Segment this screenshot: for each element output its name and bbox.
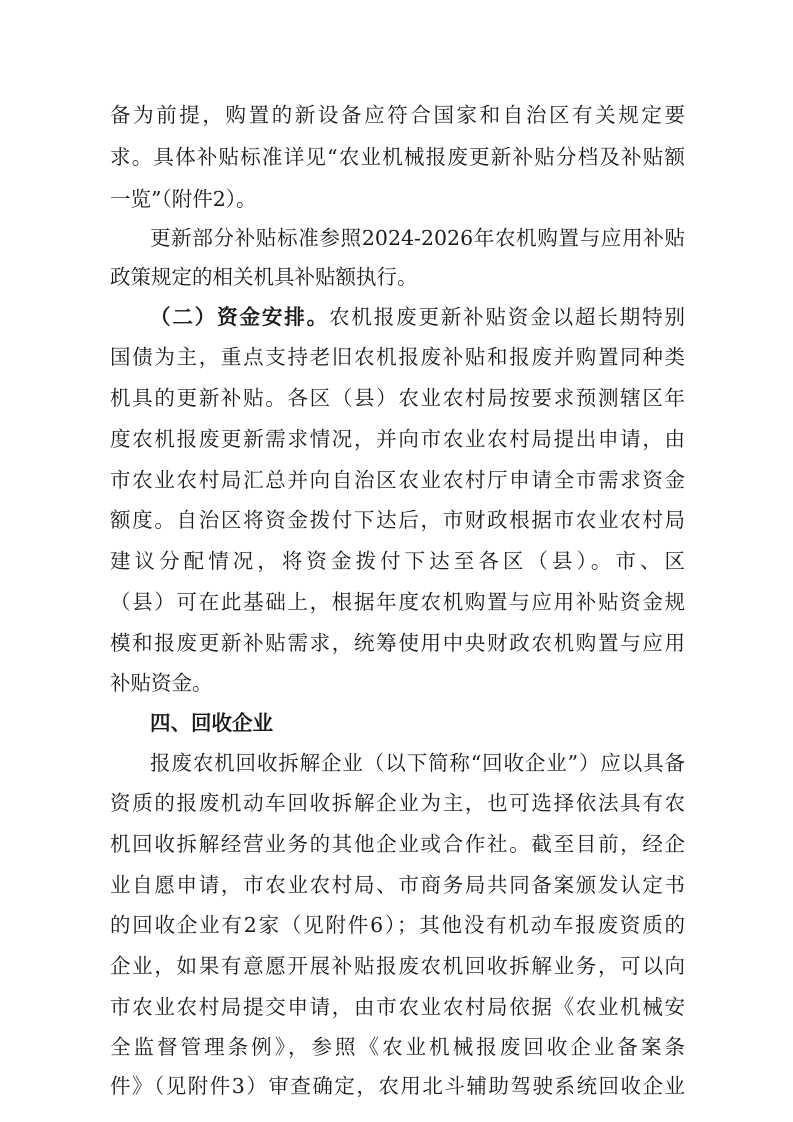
text-line: 模和报废更新补贴需求，统筹使用中央财政农机购置与应用 [110,631,685,655]
section-lead: （二）资金安排。 [150,305,329,329]
text-line: 备为前提，购置的新设备应符合国家和自治区有关规定要 [110,103,685,127]
text-line: 机回收拆解经营业务的其他企业或合作社。截至目前，经企 [110,832,685,856]
text-line: 一览”（附件2）。 [110,187,257,211]
text-line: 件》（见附件3）审查确定，农用北斗辅助驾驶系统回收企业 [110,1074,685,1098]
text-line: 的回收企业有2家（见附件6）；其他没有机动车报废资质的 [110,913,685,937]
text-line: 补贴资金。 [110,671,213,695]
text-line: 机具的更新补贴。各区（县）农业农村局按要求预测辖区年 [110,386,685,410]
text-line: 业自愿申请，市农业农村局、市商务局共同备案颁发认定书 [110,873,685,897]
text-line: 全监督管理条例》，参照《农业机械报废回收企业备案条 [110,1035,685,1059]
text-line: 政策规定的相关机具补贴额执行。 [110,265,418,289]
text-line: （县）可在此基础上，根据年度农机购置与应用补贴资金规 [110,590,685,614]
text-line: 资质的报废机动车回收拆解企业为主，也可选择依法具有农 [110,791,685,815]
text-line: 报废农机回收拆解企业（以下简称“回收企业”）应以具备 [150,751,685,775]
text-line: 国债为主，重点支持老旧农机报废补贴和报废并购置同种类 [110,345,685,369]
text-line: 求。具体补贴标准详见“农业机械报废更新补贴分档及补贴额 [110,145,685,169]
text-line: 市农业农村局汇总并向自治区农业农村厅申请全市需求资金 [110,468,685,492]
text-run: 农机报废更新补贴资金以超长期特别 [328,305,686,329]
text-line: 度农机报废更新需求情况，并向市农业农村局提出申请，由 [110,427,685,451]
section-heading: 四、回收企业 [150,711,273,735]
text-line: 企业，如果有意愿开展补贴报废农机回收拆解业务，可以向 [110,954,685,978]
text-line: 建议分配情况，将资金拨付下达至各区（县）。市、区 [110,549,685,573]
text-line: 更新部分补贴标准参照2024-2026年农机购置与应用补贴 [150,226,685,250]
text-line: 市农业农村局提交申请，由市农业农村局依据《农业机械安 [110,995,685,1019]
text-line [150,302,685,332]
text-line: 额度。自治区将资金拨付下达后，市财政根据市农业农村局 [110,508,685,532]
